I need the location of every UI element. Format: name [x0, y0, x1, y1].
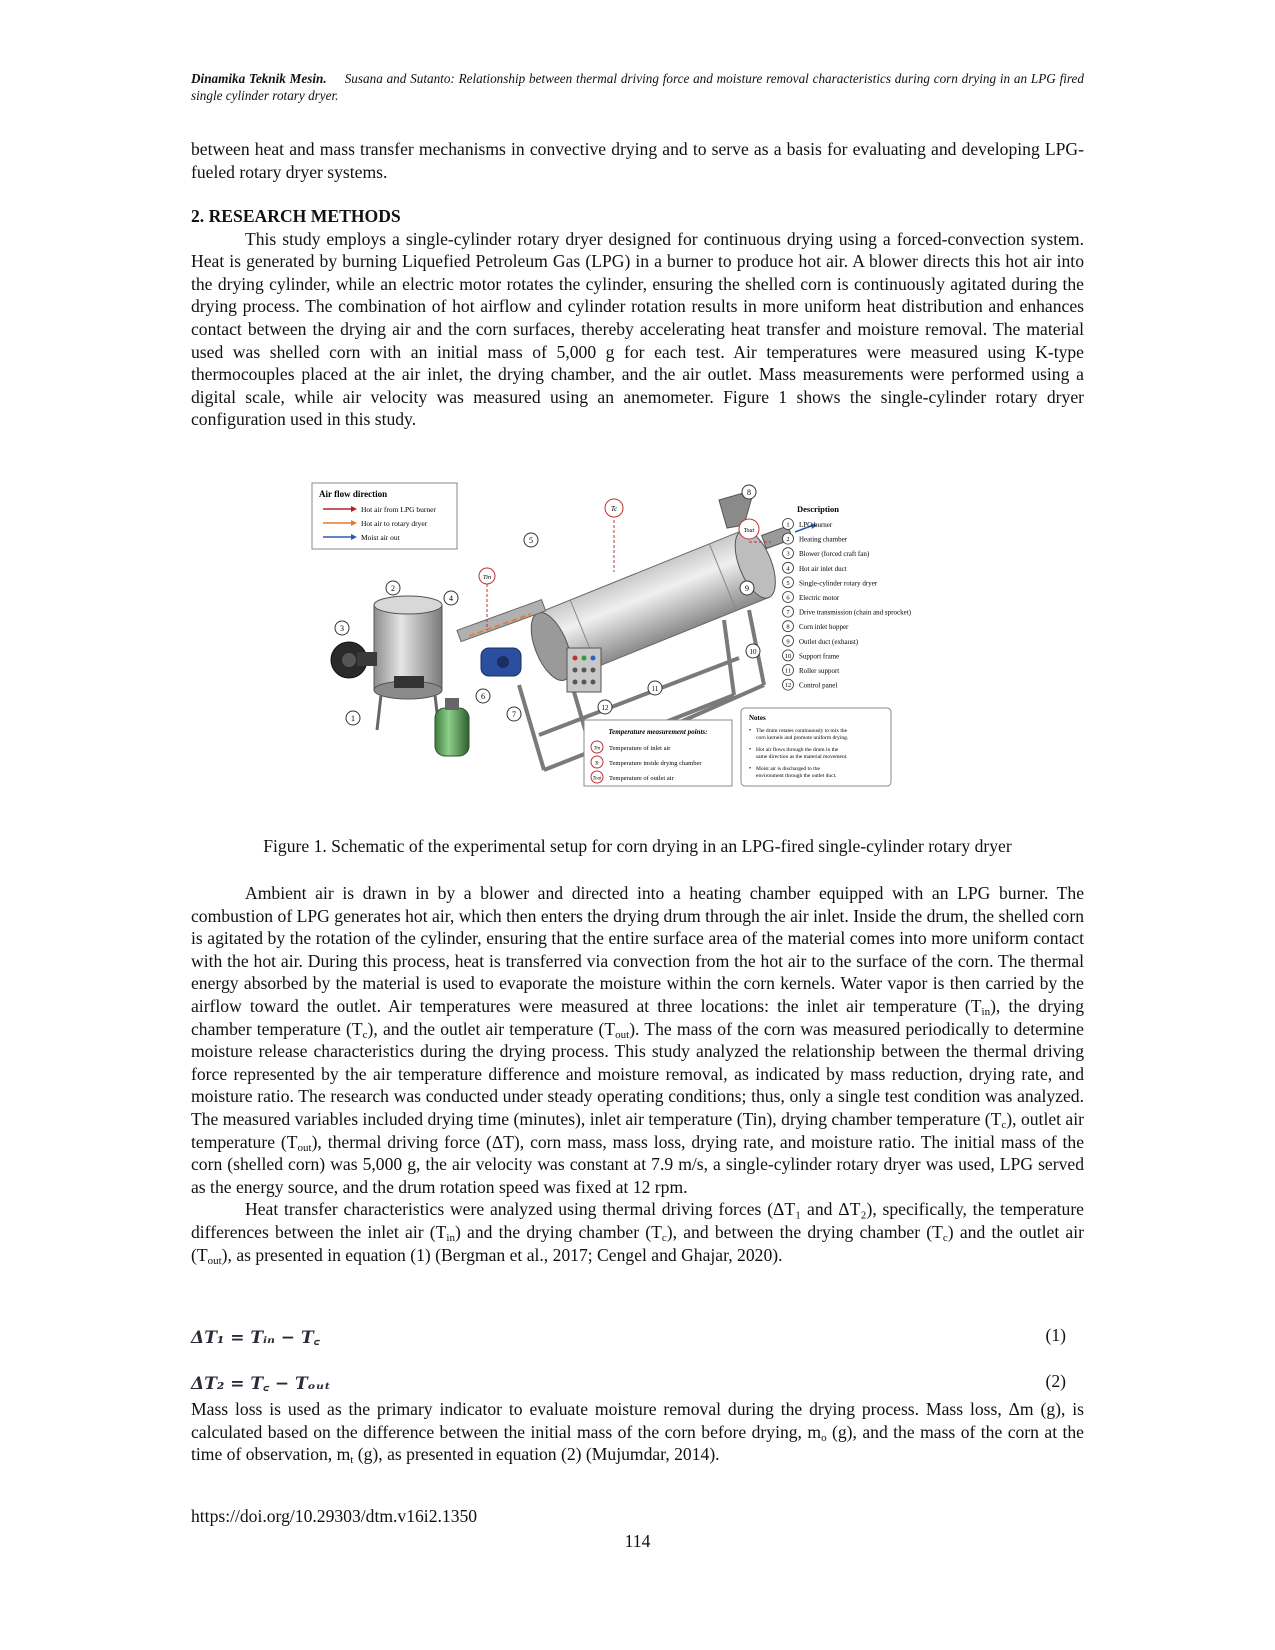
- svg-text:4: 4: [449, 594, 453, 603]
- equation-number: (2): [1045, 1371, 1066, 1391]
- legend-label: Hot air to rotary dryer: [361, 519, 428, 528]
- probe-label: Tc: [610, 505, 618, 513]
- blower: [331, 642, 377, 678]
- intro-continuation: [191, 138, 1084, 183]
- description-item: [783, 621, 850, 632]
- description-item: [783, 679, 838, 690]
- temp-point-tag: Tc: [594, 761, 600, 767]
- note-text: environment through the outlet duct.: [756, 773, 837, 779]
- svg-text:1: 1: [351, 714, 355, 723]
- description-label: Control panel: [799, 681, 838, 690]
- svg-text:7: 7: [512, 710, 516, 719]
- svg-text:10: 10: [749, 648, 757, 656]
- probe-label: Tout: [743, 528, 755, 534]
- description-number: 9: [786, 638, 790, 646]
- callout-5: [524, 533, 538, 547]
- description-item: [783, 533, 848, 544]
- description-number: 12: [784, 682, 792, 690]
- description-label: Roller support: [799, 667, 840, 675]
- svg-text:12: 12: [601, 704, 609, 712]
- figure-1: [309, 480, 931, 810]
- temperature-points-box: [584, 720, 732, 786]
- callout-11: [648, 681, 662, 695]
- equation-number: (1): [1045, 1325, 1066, 1345]
- description-item: [783, 592, 840, 603]
- description-title: Description: [797, 504, 840, 514]
- methods-paragraph-3: Heat transfer characteristics were analyzed using thermal driving forces (ΔT₁ and ΔT₂), specifically, the temperature differences between the inlet air $(T_{in})$ and the drying chamber $(T_c)$, and between the drying chamber $(T_c)$ and the outlet air $(T_{out})$, as presented in equation (1) (Bergman et al., 2017; Cengel and Ghajar, 2020).: [191, 1199, 1084, 1267]
- description-number: 1: [786, 521, 790, 529]
- svg-text:8: 8: [747, 488, 751, 497]
- callout-12: [598, 700, 612, 714]
- section-heading: 2. RESEARCH METHODS: [191, 206, 401, 226]
- electric-motor: [481, 648, 521, 676]
- note-text: corn kernels and promote uniform drying.: [756, 735, 849, 741]
- page-number: 114: [624, 1531, 651, 1551]
- probe-tc: [605, 499, 623, 517]
- header-citation: Susana and Sutanto: Relationship between thermal driving force and moisture removal characteristics during corn drying in an LPG fired single cylinder rotary dryer.: [191, 71, 1084, 103]
- note-text: Moist air is discharged to the: [756, 766, 820, 772]
- notes-title: Notes: [749, 714, 766, 722]
- description-label: Heating chamber: [799, 535, 848, 544]
- heating-chamber: [374, 596, 442, 730]
- legend-label: Moist air out: [361, 533, 400, 542]
- svg-text:•: •: [749, 747, 752, 753]
- description-item: [783, 577, 878, 588]
- description-number: 8: [786, 623, 790, 631]
- doi-link[interactable]: https://doi.org/10.29303/dtm.v16i2.1350: [191, 1506, 478, 1526]
- callout-4: [444, 591, 458, 605]
- description-item: [783, 650, 840, 661]
- description-number: 7: [786, 609, 790, 617]
- description-number: 3: [786, 550, 790, 558]
- legend-label: Hot air from LPG burner: [361, 505, 436, 514]
- lpg-cylinder: [435, 698, 469, 756]
- temp-point-label: Temperature of outlet air: [609, 775, 674, 782]
- callout-1: [346, 711, 360, 725]
- note-text: same direction as the material movement.: [756, 754, 848, 760]
- description-number: 10: [784, 652, 792, 660]
- description-item: [783, 519, 833, 530]
- probe-label: Tin: [482, 574, 492, 581]
- svg-text:6: 6: [481, 692, 485, 701]
- methods-paragraph-2: Ambient air is drawn in by a blower and directed into a heating chamber equipped with an LPG burner. The combustion of LPG generates hot air, which then enters the drying drum through the air inlet. Inside the drum, the shelled corn is agitated by the rotation of the cylinder, ensuring that the entire surface area of the material comes into more uniform contact with the hot air. During this process, heat is transferred via convection from the hot air to the surface of the corn. The thermal energy absorbed by the material is used to evaporate the moisture within the corn kernels. Water vapor is then carried by the airflow toward the outlet. Air temperatures were measured at three locations: the inlet air temperature $(T_{in})$, the drying chamber temperature $(T_c)$, and the outlet air temperature $(T_{out})$. The mass of the corn was measured periodically to determine moisture release characteristics during the drying process. This study analyzed the relationship between the thermal driving force represented by the air temperature difference and moisture removal, as indicated by mass reduction, drying rate, and moisture ratio. The research was conducted under steady operating conditions; thus, only a single test condition was analyzed. The measured variables included drying time (minutes), inlet air temperature (Tin), drying chamber temperature $(T_c)$, outlet air temperature $(T_{out})$, thermal driving force (ΔT), corn mass, mass loss, drying rate, and moisture ratio. The initial mass of the corn (shelled corn) was 5,000 g, the air velocity was constant at 7.9 m/s, a single-cylinder rotary dryer was used, LPG served as the energy source, and the drum rotation speed was fixed at 12 rpm. Heat transfer characteristics were analyzed using thermal driving forces (ΔT₁ and ΔT₂), specifically, the temperature differences between the inlet air $(T_{in})$ and the drying chamber $(T_c)$, and between the drying chamber $(T_c)$ and the outlet air $(T_{out})$, as presented in equation (1) (Bergman et al., 2017; Cengel and Ghajar, 2020).: [191, 883, 1084, 1267]
- methods-paragraph-4: Mass loss is used as the primary indicator to evaluate moisture removal during the drying process. Mass loss, Δm (g), is calculated based on the difference between the initial mass of the corn before drying, $m_o$ (g), and the mass of the corn at the time of observation, $m_t$ (g), as presented in equation (2) (Mujumdar, 2014).: [191, 1399, 1084, 1467]
- temp-point-tag: Tin: [593, 746, 601, 752]
- svg-text:5: 5: [529, 536, 533, 545]
- description-label: Corn inlet hopper: [799, 623, 849, 632]
- note-text: The drum rotates continuously to mix the: [756, 728, 848, 734]
- description-number: 5: [786, 579, 790, 587]
- journal-name: Dinamika Teknik Mesin.: [191, 71, 327, 86]
- note-text: Hot air flows through the drum in the: [756, 747, 839, 753]
- callout-10: [746, 644, 760, 658]
- description-label: Electric motor: [799, 594, 840, 602]
- note-item: [749, 728, 849, 741]
- probe-tin: [479, 568, 495, 584]
- description-label: Single-cylinder rotary dryer: [799, 579, 878, 588]
- callout-7: [507, 707, 521, 721]
- description-list: [783, 504, 912, 690]
- equation-formula: ΔT₁ = Tᵢₙ − T꜀: [191, 1328, 320, 1348]
- section-research-methods: [191, 205, 1084, 431]
- temp-point-label: Temperature inside drying chamber: [609, 760, 702, 767]
- description-item: [783, 548, 870, 559]
- callout-9: [740, 581, 754, 595]
- equation-2: [191, 1371, 1084, 1397]
- callout-8: [742, 485, 756, 499]
- control-panel: [567, 648, 601, 692]
- legend-title: Air flow direction: [319, 489, 388, 499]
- probe-tout: [739, 519, 759, 539]
- temp-box-title: Temperature measurement points:: [608, 728, 708, 736]
- description-label: Hot air inlet duct: [799, 564, 847, 573]
- description-label: Outlet duct (exhaust): [799, 637, 859, 646]
- equation-1: [191, 1325, 1084, 1351]
- callout-6: [476, 689, 490, 703]
- description-label: Blower (forced craft fan): [799, 550, 870, 559]
- intro-end-paragraph: between heat and mass transfer mechanisms in convective drying and to serve as a basis for evaluating and developing LPG-fueled rotary dryer systems.: [191, 139, 1084, 182]
- temp-point-label: Temperature of inlet air: [609, 745, 671, 752]
- description-number: 4: [786, 565, 790, 573]
- description-number: 6: [786, 594, 790, 602]
- svg-text:2: 2: [391, 584, 395, 593]
- description-label: Support frame: [799, 652, 840, 661]
- airflow-legend: [312, 483, 457, 549]
- notes-box: [741, 708, 891, 786]
- figure-caption: Figure 1. Schematic of the experimental setup for corn drying in an LPG-fired single-cylinder rotary dryer: [263, 836, 1012, 856]
- methods-paragraph-1: This study employs a single-cylinder rotary dryer designed for continuous drying using a forced-convection system. Heat is generated by burning Liquefied Petroleum Gas (LPG) in a burner to produce hot air. A blower directs this hot air into the drying cylinder, while an electric motor rotates the cylinder, ensuring the shelled corn is continuously agitated during the drying process. The combination of hot airflow and cylinder rotation results in more uniform heat distribution and enhances contact between the drying air and the corn surfaces, thereby accelerating heat transfer and moisture removal. The material used was shelled corn with an initial mass of 5,000 g for each test. Air temperatures were measured using K-type thermocouples placed at the air inlet, the drying chamber, and the air outlet. Mass measurements were performed using a digital scale, while air velocity was measured using an anemometer. Figure 1 shows the single-cylinder rotary dryer configuration used in this study.: [191, 228, 1084, 430]
- svg-text:11: 11: [651, 685, 659, 693]
- description-label: Drive transmission (chain and sprocket): [799, 608, 911, 617]
- svg-text:•: •: [749, 728, 752, 734]
- description-item: [783, 562, 847, 573]
- description-item: [783, 606, 912, 617]
- svg-text:3: 3: [340, 624, 344, 633]
- dryer-schematic: [309, 480, 931, 810]
- rotary-drum: [523, 525, 784, 686]
- running-header: [191, 70, 1084, 104]
- callout-2: [386, 581, 400, 595]
- equation-formula: ΔT₂ = T꜀ − Tₒᵤₜ: [191, 1374, 331, 1394]
- temp-point-tag: Tout: [592, 776, 602, 782]
- description-item: [783, 665, 840, 676]
- callout-3: [335, 621, 349, 635]
- description-number: 2: [786, 536, 790, 544]
- description-label: LPG burner: [799, 521, 833, 529]
- svg-text:•: •: [749, 766, 752, 772]
- description-item: [783, 635, 859, 646]
- svg-text:9: 9: [745, 584, 749, 593]
- description-number: 11: [784, 667, 792, 675]
